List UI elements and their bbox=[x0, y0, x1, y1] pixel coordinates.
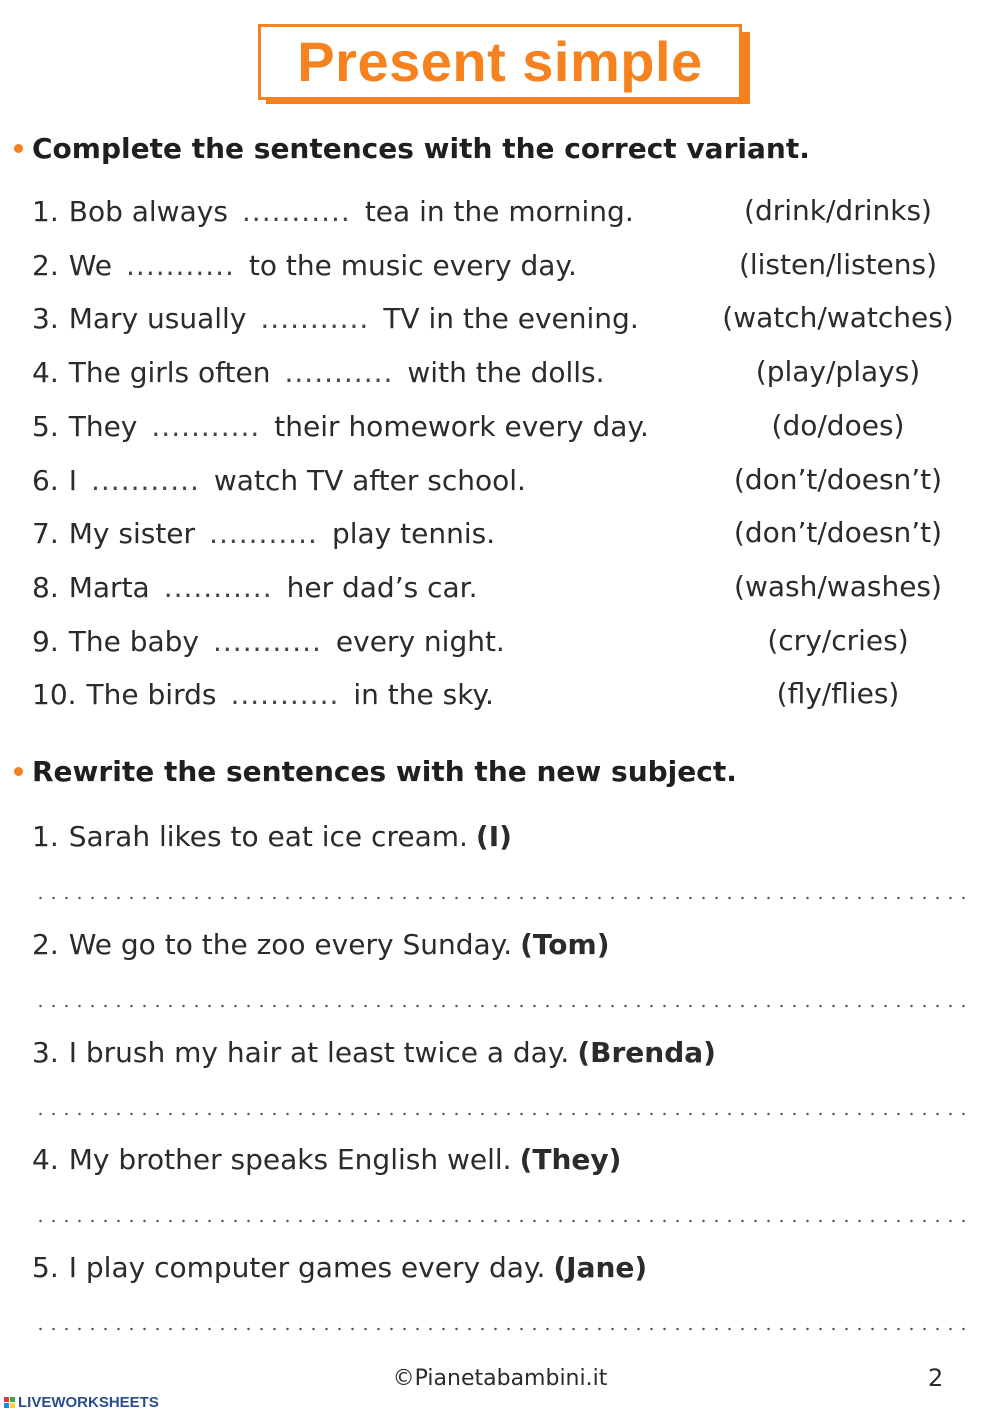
option-pair: (play/plays) bbox=[755, 355, 921, 388]
answer-blank[interactable]: ........... bbox=[230, 677, 340, 711]
section2-heading-text: Rewrite the sentences with the new subject. bbox=[32, 755, 737, 788]
sentence-start: Bob always bbox=[68, 194, 228, 228]
sentence-end: watch TV after school. bbox=[213, 463, 526, 497]
answer-blank[interactable]: ........... bbox=[126, 248, 235, 282]
sentence-end: TV in the evening. bbox=[383, 301, 639, 335]
rewrite-item bbox=[32, 1143, 621, 1176]
rewrite-item bbox=[32, 1251, 647, 1284]
item-number: 5 . bbox=[32, 1251, 59, 1284]
section2-heading bbox=[14, 755, 737, 788]
answer-blank[interactable]: ........... bbox=[260, 301, 370, 335]
new-subject: (Jane) bbox=[553, 1251, 648, 1284]
item-number: 5 . bbox=[32, 410, 59, 443]
new-subject: (I) bbox=[475, 820, 512, 853]
sentence-start: The birds bbox=[86, 677, 217, 711]
item-number: 10 . bbox=[32, 678, 77, 711]
copyright-source: ©Pianetabambini.it bbox=[392, 1366, 608, 1391]
answer-blank[interactable]: ........... bbox=[151, 409, 261, 443]
sentence-start: My sister bbox=[68, 516, 196, 550]
option-pair: (wash/washes) bbox=[734, 570, 942, 603]
rewrite-sentence: My brother speaks English well. bbox=[68, 1143, 512, 1176]
bullet-icon bbox=[14, 767, 23, 776]
answer-line[interactable] bbox=[34, 1004, 966, 1008]
answer-line[interactable] bbox=[34, 1219, 966, 1223]
rewrite-sentence: Sarah likes to eat ice cream. bbox=[68, 820, 468, 853]
sentence-start: The girls often bbox=[68, 355, 271, 389]
item-number: 7 . bbox=[32, 517, 59, 550]
new-subject: (They) bbox=[519, 1143, 622, 1176]
sentence-start: Mary usually bbox=[68, 301, 247, 335]
rewrite-sentence: I play computer games every day. bbox=[68, 1251, 546, 1284]
item-number: 4 . bbox=[32, 356, 59, 389]
item-number: 4 . bbox=[32, 1143, 59, 1176]
sentence-start: They bbox=[68, 409, 138, 443]
liveworksheets-icon bbox=[4, 1397, 15, 1408]
option-pair: (drink/drinks) bbox=[744, 194, 932, 227]
rewrite-item bbox=[32, 820, 512, 853]
option-pair: (do/does) bbox=[771, 409, 905, 442]
liveworksheets-text: LIVEWORKSHEETS bbox=[18, 1394, 159, 1411]
sentence-end: play tennis. bbox=[331, 516, 496, 550]
item-number: 1 . bbox=[32, 820, 59, 853]
sentence-end: in the sky. bbox=[353, 677, 494, 711]
option-pair: (fly/flies) bbox=[776, 677, 900, 710]
new-subject: (Brenda) bbox=[577, 1036, 716, 1069]
answer-line[interactable] bbox=[34, 1112, 966, 1116]
item-number: 3 . bbox=[32, 1036, 59, 1069]
page-title: Present simple bbox=[297, 30, 703, 93]
item-number: 9 . bbox=[32, 625, 59, 658]
section1-heading-text: Complete the sentences with the correct variant. bbox=[32, 132, 810, 165]
answer-blank[interactable]: ........... bbox=[91, 463, 200, 497]
sentence-start: Marta bbox=[68, 570, 150, 604]
bullet-icon bbox=[14, 144, 23, 153]
answer-line[interactable] bbox=[34, 896, 966, 900]
sentence-end: their homework every day. bbox=[274, 409, 649, 443]
sentence-start: We bbox=[68, 248, 113, 282]
option-pair: (cry/cries) bbox=[767, 624, 909, 657]
answer-line[interactable] bbox=[34, 1327, 966, 1331]
item-number: 1 . bbox=[32, 195, 59, 228]
answer-blank[interactable]: ........... bbox=[284, 355, 394, 389]
answer-blank[interactable]: ........... bbox=[163, 570, 273, 604]
item-number: 2 . bbox=[32, 928, 59, 961]
rewrite-item bbox=[32, 928, 610, 961]
option-pair: (don’t/doesn’t) bbox=[733, 516, 943, 549]
sentence-end: every night. bbox=[335, 624, 505, 658]
sentence-end: to the music every day. bbox=[248, 248, 577, 282]
item-number: 2 . bbox=[32, 249, 59, 282]
sentence-end: her dad’s car. bbox=[286, 570, 478, 604]
rewrite-sentence: We go to the zoo every Sunday. bbox=[68, 928, 513, 961]
item-number: 3 . bbox=[32, 302, 59, 335]
option-pair: (listen/listens) bbox=[738, 248, 938, 281]
rewrite-sentence: I brush my hair at least twice a day. bbox=[68, 1036, 570, 1069]
liveworksheets-logo[interactable] bbox=[4, 1394, 159, 1411]
option-pair: (don’t/doesn’t) bbox=[733, 463, 943, 496]
section1-heading bbox=[14, 132, 810, 165]
rewrite-item bbox=[32, 1036, 716, 1069]
answer-blank[interactable]: ........... bbox=[241, 194, 351, 228]
sentence-start: The baby bbox=[68, 624, 199, 658]
item-number: 8 . bbox=[32, 571, 59, 604]
sentence-start: I bbox=[68, 463, 77, 497]
answer-blank[interactable]: ........... bbox=[209, 516, 318, 550]
new-subject: (Tom) bbox=[520, 928, 610, 961]
sentence-end: tea in the morning. bbox=[364, 194, 634, 228]
item-number: 6 . bbox=[32, 464, 59, 497]
title-box bbox=[258, 24, 742, 100]
sentence-end: with the dolls. bbox=[407, 355, 605, 389]
page-number: 2 bbox=[928, 1364, 944, 1392]
option-pair: (watch/watches) bbox=[722, 301, 954, 334]
answer-blank[interactable]: ........... bbox=[213, 624, 322, 658]
